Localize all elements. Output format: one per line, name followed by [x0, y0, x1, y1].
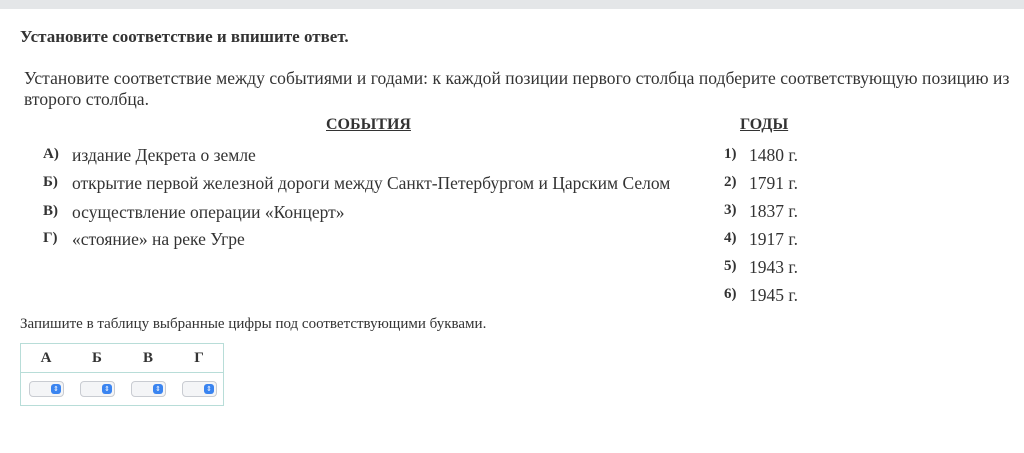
year-number: 5): [724, 258, 737, 274]
up-down-chevron-icon: ⇕: [204, 384, 214, 394]
answer-header-a: А: [40, 350, 52, 366]
event-text: издание Декрета о земле: [72, 145, 256, 165]
answer-header-b: Б: [92, 350, 102, 366]
event-text: «стояние» на реке Угре: [72, 229, 245, 249]
year-text: 1480 г.: [749, 145, 798, 165]
up-down-chevron-icon: ⇕: [153, 384, 163, 394]
year-text: 1791 г.: [749, 173, 798, 193]
year-text: 1945 г.: [749, 285, 798, 305]
event-letter: Г): [43, 230, 58, 246]
up-down-chevron-icon: ⇕: [102, 384, 112, 394]
answer-table: [20, 343, 224, 406]
event-letter: В): [43, 203, 58, 219]
year-number: 2): [724, 174, 737, 190]
answer-instruction: Запишите в таблицу выбранные цифры под соответствующими буквами.: [20, 316, 487, 332]
year-number: 6): [724, 286, 737, 302]
answer-header-v: В: [142, 350, 153, 366]
answer-header-g: Г: [194, 350, 204, 366]
years-column-header: ГОДЫ: [740, 116, 789, 133]
year-text: 1943 г.: [749, 257, 798, 277]
top-bar: [0, 0, 1024, 9]
up-down-chevron-icon: ⇕: [51, 384, 61, 394]
events-column-header: СОБЫТИЯ: [326, 116, 411, 133]
year-number: 4): [724, 230, 737, 246]
event-text: осуществление операции «Концерт»: [72, 202, 345, 222]
answer-select-g[interactable]: [182, 381, 217, 397]
answer-select-b[interactable]: [80, 381, 115, 397]
year-text: 1837 г.: [749, 201, 798, 221]
year-text: 1917 г.: [749, 229, 798, 249]
answer-select-a[interactable]: [29, 381, 64, 397]
answer-select-v[interactable]: [131, 381, 166, 397]
task-intro: Установите соответствие между событиями и годами: к каждой позиции первого столбца подберите соответствующую позицию из второго столбца.: [24, 68, 1010, 109]
year-number: 3): [724, 202, 737, 218]
event-text: открытие первой железной дороги между Санкт-Петербургом и Царским Селом: [72, 173, 671, 193]
event-letter: Б): [43, 174, 58, 190]
year-number: 1): [724, 146, 737, 162]
task-heading: Установите соответствие и впишите ответ.: [20, 27, 349, 46]
event-letter: А): [43, 146, 59, 162]
